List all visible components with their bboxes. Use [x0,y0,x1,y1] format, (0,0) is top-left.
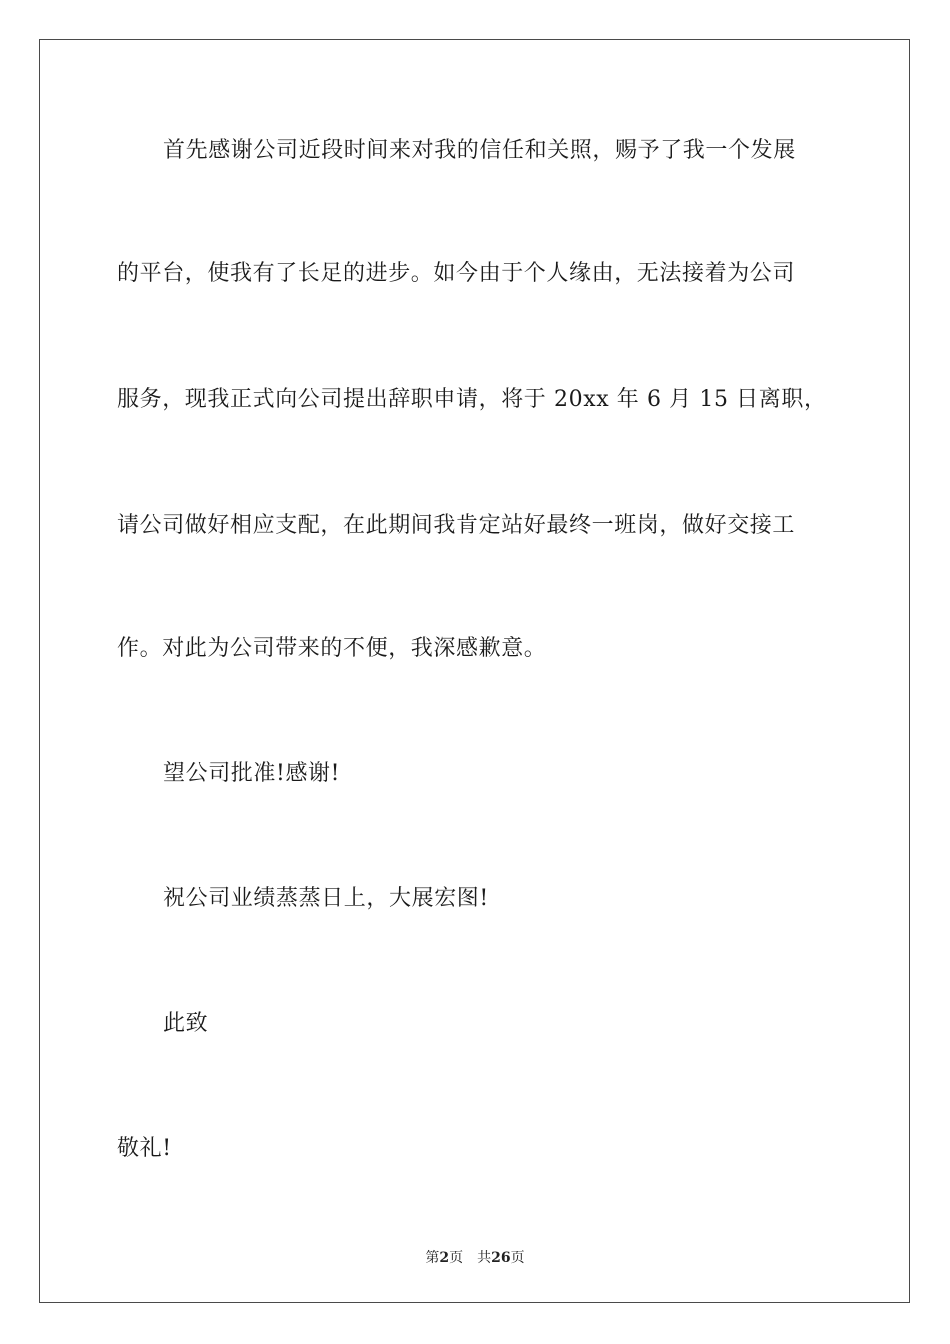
page-border [39,39,910,1303]
footer-page-number: 2 [439,1250,450,1266]
footer-total-prefix: 共 [477,1250,492,1266]
closing-jingli: 敬礼! [117,1136,172,1161]
footer-page-prefix: 第 [425,1250,440,1266]
footer-page-suffix: 页 [449,1250,464,1266]
body-line-4: 请公司做好相应支配，在此期间我肯定站好最终一班岗，做好交接工 [117,513,796,538]
wishes-line: 祝公司业绩蒸蒸日上，大展宏图! [163,886,489,911]
footer-total-suffix: 页 [510,1250,525,1266]
page-footer [0,1247,950,1267]
body-line-2: 的平台，使我有了长足的进步。如今由于个人缘由，无法接着为公司 [117,261,796,286]
footer-total-pages: 26 [491,1250,511,1266]
body-line-5: 作。对此为公司带来的不便，我深感歉意。 [117,636,547,661]
body-line-1: 首先感谢公司近段时间来对我的信任和关照，赐予了我一个发展 [163,138,796,163]
closing-cizhi: 此致 [163,1011,209,1036]
body-line-3: 服务，现我正式向公司提出辞职申请，将于 20xx 年 6 月 15 日离职， [117,387,827,412]
request-approval-line: 望公司批准!感谢! [163,761,341,786]
